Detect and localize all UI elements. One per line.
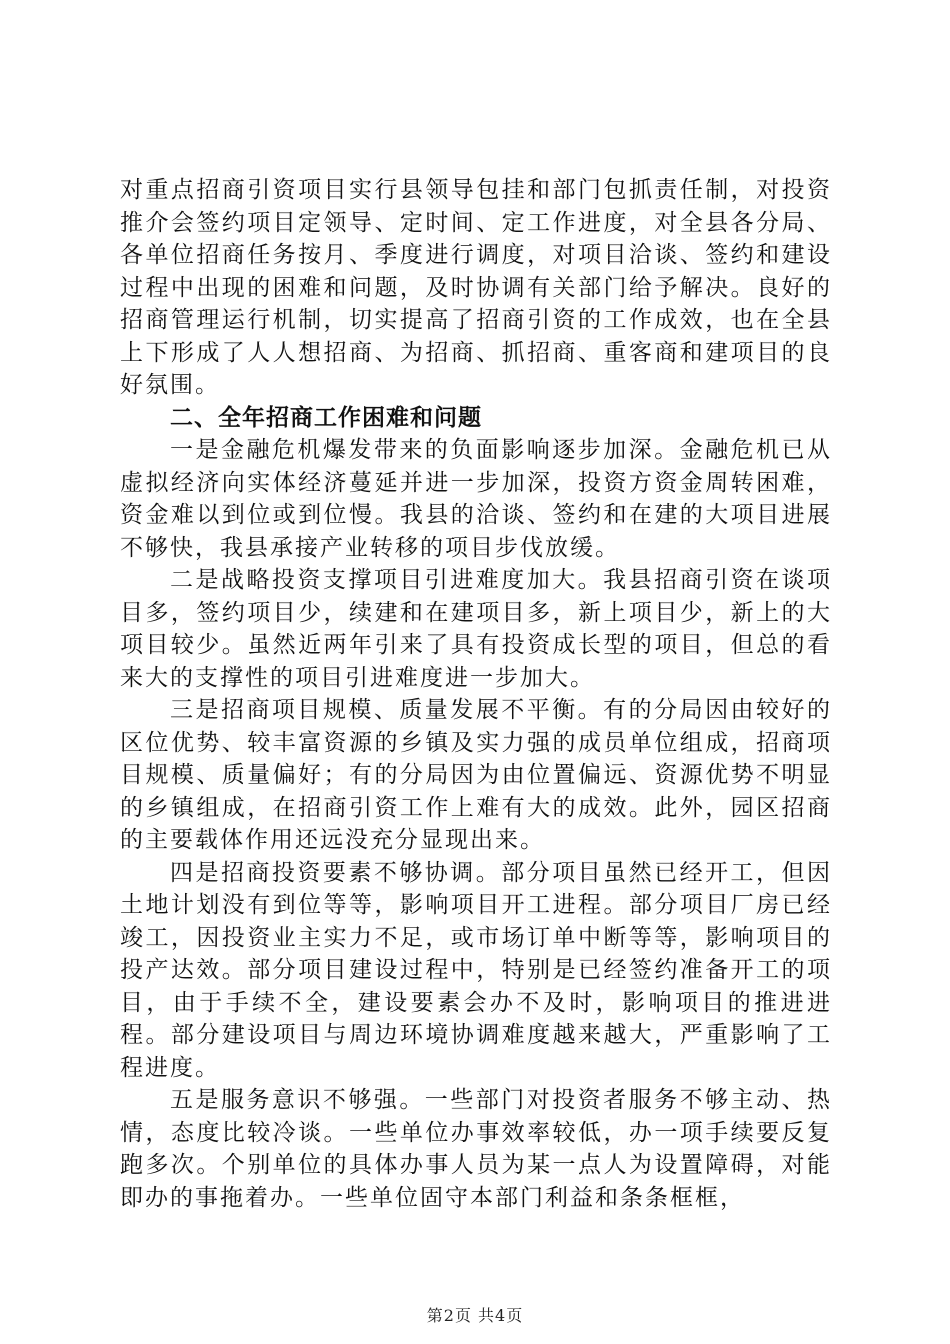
document-body [120,174,832,1214]
paragraph-project-scale: 三是招商项目规模、质量发展不平衡。有的分局因由较好的区位优势、较丰富资源的乡镇及实力强的成员单位组成，招商项目规模、质量偏好；有的分局因为由位置偏远、资源优势不明显的乡镇组成，在招商引资工作上难有大的成效。此外，园区招商的主要载体作用还远没充分显现出来。 [120,697,832,853]
paragraph-financial-crisis: 一是金融危机爆发带来的负面影响逐步加深。金融危机已从虚拟经济向实体经济蔓延并进一步加深，投资方资金周转困难，资金难以到位或到位慢。我县的洽谈、签约和在建的大项目进展不够快，我县承接产业转移的项目步伐放缓。 [120,437,832,561]
section-heading: 二、全年招商工作困难和问题 [170,404,482,431]
paragraph-investment-factors: 四是招商投资要素不够协调。部分项目虽然已经开工，但因土地计划没有到位等等，影响项目开工进程。部分项目厂房已经竣工，因投资业主实力不足，或市场订单中断等等，影响项目的投产达效。部分项目建设过程中，特别是已经签约准备开工的项目，由于手续不全，建设要素会办不及时，影响项目的推进进程。部分建设项目与周边环境协调难度越来越大，严重影响了工程进度。 [120,859,832,1081]
paragraph-strategic-investment: 二是战略投资支撑项目引进难度加大。我县招商引资在谈项目多，签约项目少，续建和在建项目多，新上项目少，新上的大项目较少。虽然近两年引来了具有投资成长型的项目，但总的看来大的支撑性的项目引进难度进一步加大。 [120,567,832,691]
paragraph-continued: 对重点招商引资项目实行县领导包挂和部门包抓责任制，对投资推介会签约项目定领导、定时间、定工作进度，对全县各分局、各单位招商任务按月、季度进行调度，对项目洽谈、签约和建设过程中出现的困难和问题，及时协调有关部门给予解决。良好的招商管理运行机制，切实提高了招商引资的工作成效，也在全县上下形成了人人想招商、为招商、抓招商、重客商和建项目的良好氛围。 [120,177,832,398]
paragraph-service-awareness: 五是服务意识不够强。一些部门对投资者服务不够主动、热情，态度比较冷谈。一些单位办事效率较低，办一项手续要反复跑多次。个别单位的具体办事人员为某一点人为设置障碍，对能即办的事拖着办。一些单位固守本部门利益和条条框框， [120,1087,832,1211]
page-footer: 第2页 共4页 [426,1306,524,1325]
